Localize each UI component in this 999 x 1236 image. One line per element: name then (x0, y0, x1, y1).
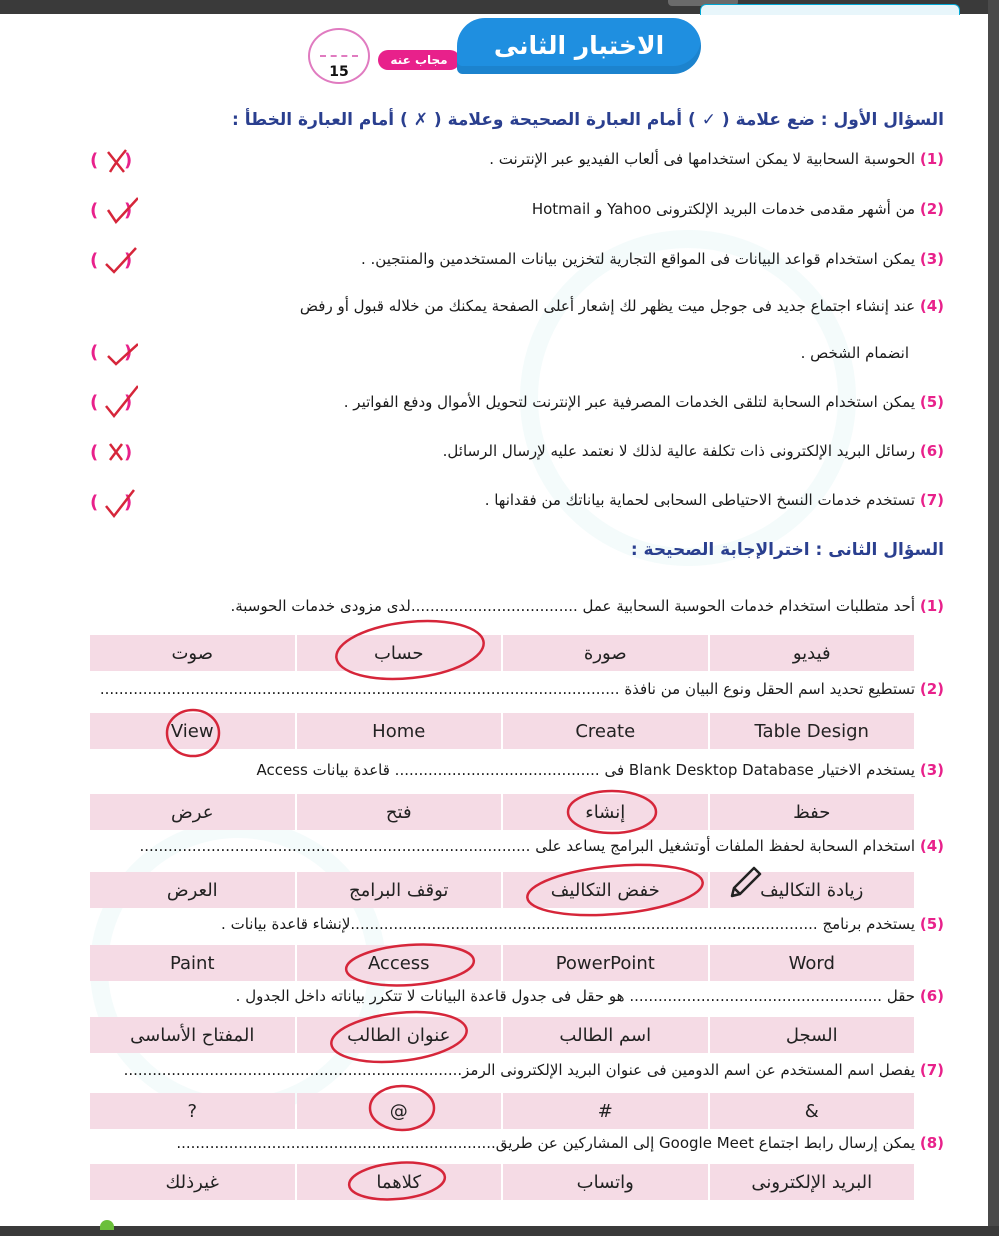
tf-question-7-text: تستخدم خدمات النسخ الاحتياطى السحابى لحماية بياناتك من فقدانها . (484, 491, 916, 509)
mcq-options-3 (90, 794, 914, 830)
page-number: 15 (329, 64, 349, 80)
paren-left: ( (90, 392, 99, 413)
option-label: كلاهما (376, 1171, 422, 1193)
mcq-question-2-number: (2) (919, 680, 944, 698)
mcq-question-3-number: (3) (919, 761, 944, 779)
check-mark-icon (98, 334, 138, 370)
option-4-2[interactable] (503, 872, 708, 908)
tf-question-6-text: رسائل البريد الإلكترونى ذات تكلفة عالية لذلك لا نعتمد عليه لإرسال الرسائل. (442, 442, 916, 460)
tf-question-4 (300, 297, 944, 315)
paren-left: ( (90, 250, 99, 271)
paren-right: ) (124, 492, 133, 513)
tf-question-4-text: عند إنشاء اجتماع جديد فى جوجل ميت يظهر لك إشعار أعلى الصفحة يمكنك من خلاله قبول أو رفض (299, 297, 916, 315)
option-label: View (170, 720, 214, 742)
tf-answer-5[interactable] (90, 390, 136, 420)
option-5-1[interactable] (710, 945, 915, 981)
tf-question-6 (443, 442, 944, 460)
mcq-question-3 (256, 761, 944, 779)
check-mark-icon (98, 484, 138, 520)
tf-question-7-number: (7) (919, 491, 944, 509)
option-label: فتح (385, 801, 412, 823)
option-7-1[interactable] (710, 1093, 915, 1129)
option-label: اسم الطالب (559, 1024, 652, 1046)
mcq-question-3-text: يستخدم الاختيار Blank Desktop Database فى ........................................... قاعدة بيانات Access (256, 761, 916, 779)
option-7-2[interactable] (503, 1093, 708, 1129)
tf-question-3-text: يمكن استخدام قواعد البيانات فى المواقع التجارية لتخزين بيانات المستخدمين والمنتجين. . (361, 250, 916, 268)
option-8-2[interactable] (503, 1164, 708, 1200)
top-frame (700, 4, 960, 15)
paren-left: ( (90, 150, 99, 171)
paren-right: ) (124, 442, 133, 463)
tf-question-5-number: (5) (919, 393, 944, 411)
mcq-question-4-text: استخدام السحابة لحفظ الملفات أوتشغيل البرامج يساعد على .................................................................................. (139, 837, 916, 855)
option-label: & (804, 1100, 819, 1122)
option-6-2[interactable] (503, 1017, 708, 1053)
option-label: Access (367, 952, 430, 974)
option-3-2[interactable] (503, 794, 708, 830)
option-8-1[interactable] (710, 1164, 915, 1200)
mcq-question-7-text: يفصل اسم المستخدم عن اسم الدومين فى عنوان البريد الإلكترونى الرمز....................................................................... (123, 1061, 916, 1079)
mcq-question-1-number: (1) (919, 597, 944, 615)
option-3-3[interactable] (297, 794, 502, 830)
part2-heading: السؤال الثانى : اخترالإجابة الصحيحة : (630, 540, 944, 560)
option-label: توقف البرامج (349, 879, 449, 901)
option-4-1[interactable] (710, 872, 915, 908)
mcq-question-4 (139, 837, 944, 855)
paren-right: ) (124, 150, 133, 171)
option-2-3[interactable] (297, 713, 502, 749)
option-label: البريد الإلكترونى (751, 1171, 873, 1193)
option-2-4[interactable] (90, 713, 295, 749)
mcq-question-4-number: (4) (919, 837, 944, 855)
option-label: Word (788, 952, 835, 974)
tf-question-5-text: يمكن استخدام السحابة لتلقى الخدمات المصرفية عبر الإنترنت لتحويل الأموال ودفع الفواتير . (343, 393, 916, 411)
option-label: إنشاء (585, 801, 626, 823)
paren-right: ) (124, 392, 133, 413)
option-label: Home (372, 720, 426, 742)
option-1-3[interactable] (297, 635, 502, 671)
tf-answer-7[interactable] (90, 490, 136, 520)
option-label: عنوان الطالب (347, 1024, 451, 1046)
option-label: Paint (169, 952, 215, 974)
mcq-question-5-number: (5) (919, 915, 944, 933)
option-label: حفظ (793, 801, 831, 823)
mcq-question-2 (100, 680, 944, 698)
mcq-options-1 (90, 635, 914, 671)
option-8-4[interactable] (90, 1164, 295, 1200)
option-4-4[interactable] (90, 872, 295, 908)
mcq-options-6 (90, 1017, 914, 1053)
option-label: # (597, 1100, 613, 1122)
option-label: صوت (171, 642, 214, 664)
paren-left: ( (90, 342, 99, 363)
option-2-2[interactable] (503, 713, 708, 749)
option-3-1[interactable] (710, 794, 915, 830)
option-label: Create (575, 720, 636, 742)
option-label: @ (389, 1100, 408, 1122)
option-7-4[interactable] (90, 1093, 295, 1129)
mcq-question-6-text: حقل ..................................................... هو حقل فى جدول قاعدة البيانات لا تتكرر بياناته داخل الجدول . (235, 987, 916, 1005)
tf-question-1-number: (1) (919, 150, 944, 168)
tf-question-5 (344, 393, 944, 411)
option-5-4[interactable] (90, 945, 295, 981)
tf-question-2-text: من أشهر مقدمى خدمات البريد الإلكترونى Yahoo و Hotmail (531, 200, 916, 218)
option-label: ? (187, 1100, 198, 1122)
mcq-options-7 (90, 1093, 914, 1129)
tf-question-3 (361, 250, 944, 268)
mcq-question-5 (221, 915, 944, 933)
option-label: فيديو (792, 642, 831, 664)
part1-heading: السؤال الأول : ضع علامة ( ✓ ) أمام العبارة الصحيحة وعلامة ( ✗ ) أمام العبارة الخطأ : (232, 110, 944, 130)
option-label: PowerPoint (555, 952, 655, 974)
option-label: العرض (166, 879, 218, 901)
tf-question-1-text: الحوسبة السحابية لا يمكن استخدامها فى ألعاب الفيديو عبر الإنترنت . (489, 150, 916, 168)
tf-question-4-continued: انضمام الشخص . (800, 344, 909, 362)
option-6-4[interactable] (90, 1017, 295, 1053)
answered-badge: مجاب عنه (378, 50, 460, 70)
option-1-2[interactable] (503, 635, 708, 671)
paren-right: ) (124, 200, 133, 221)
option-label: زيادة التكاليف (760, 879, 864, 901)
tf-question-7 (485, 491, 944, 509)
option-6-3[interactable] (297, 1017, 502, 1053)
option-4-3[interactable] (297, 872, 502, 908)
mcq-question-6-number: (6) (919, 987, 944, 1005)
option-label: حساب (373, 642, 424, 664)
option-label: Table Design (754, 720, 869, 742)
x-mark-icon (98, 142, 138, 178)
top-bar (0, 0, 999, 14)
tf-question-2 (532, 200, 944, 218)
option-6-1[interactable] (710, 1017, 915, 1053)
tf-question-2-number: (2) (919, 200, 944, 218)
check-mark-icon (98, 192, 138, 228)
page-number-divider (320, 55, 358, 57)
tf-answer-1[interactable] (90, 148, 136, 178)
option-3-4[interactable] (90, 794, 295, 830)
option-5-3[interactable] (297, 945, 502, 981)
option-label: السجل (785, 1024, 838, 1046)
check-mark-icon (98, 242, 138, 278)
mcq-question-1-text: أحد متطلبات استخدام خدمات الحوسبة السحابية عمل ...................................لدى مزودى خدمات الحوسبة. (230, 597, 916, 615)
mcq-question-8-number: (8) (919, 1134, 944, 1152)
option-7-3[interactable] (297, 1093, 502, 1129)
bottom-bar (0, 1226, 999, 1236)
option-2-1[interactable] (710, 713, 915, 749)
mcq-options-5 (90, 945, 914, 981)
option-label: واتساب (576, 1171, 634, 1193)
tf-question-6-number: (6) (919, 442, 944, 460)
mcq-options-2 (90, 713, 914, 749)
tf-answer-6[interactable] (90, 440, 136, 470)
right-edge-bar (988, 0, 999, 1236)
mcq-options-8 (90, 1164, 914, 1200)
leaf-icon (100, 1220, 114, 1230)
option-1-4[interactable] (90, 635, 295, 671)
paren-left: ( (90, 492, 99, 513)
tf-answer-2[interactable] (90, 198, 136, 228)
option-8-3[interactable] (297, 1164, 502, 1200)
mcq-question-1 (230, 597, 944, 615)
x-mark-icon (98, 434, 138, 470)
option-1-1[interactable] (710, 635, 915, 671)
tf-answer-3[interactable] (90, 248, 136, 278)
mcq-options-4 (90, 872, 914, 908)
mcq-question-5-text: يستخدم برنامج ..................................................................................................لإنشاء قاعدة بيانات . (221, 915, 916, 933)
page-title: الاختبار الثانى (457, 18, 701, 74)
mcq-question-8 (176, 1134, 944, 1152)
page-number-badge (308, 28, 370, 84)
option-5-2[interactable] (503, 945, 708, 981)
mcq-question-8-text: يمكن إرسال رابط اجتماع Google Meet إلى المشاركين عن طريق................................................................... (176, 1134, 916, 1152)
option-label: صورة (583, 642, 627, 664)
paren-right: ) (124, 250, 133, 271)
tf-question-1 (489, 150, 944, 168)
option-label: المفتاح الأساسى (130, 1024, 255, 1046)
mcq-question-2-text: تستطيع تحديد اسم الحقل ونوع البيان من نافذة ............................................................................................................. (99, 680, 916, 698)
option-label: غيرذلك (165, 1171, 219, 1193)
option-label: خفض التكاليف (550, 879, 660, 901)
mcq-question-7-number: (7) (919, 1061, 944, 1079)
paren-right: ) (124, 342, 133, 363)
option-label: عرض (171, 801, 214, 823)
paren-left: ( (90, 442, 99, 463)
mcq-question-6 (236, 987, 944, 1005)
mcq-question-7 (124, 1061, 944, 1079)
tf-answer-4[interactable] (90, 340, 136, 370)
check-mark-icon (98, 384, 138, 420)
tf-question-3-number: (3) (919, 250, 944, 268)
tf-question-4-number: (4) (919, 297, 944, 315)
paren-left: ( (90, 200, 99, 221)
